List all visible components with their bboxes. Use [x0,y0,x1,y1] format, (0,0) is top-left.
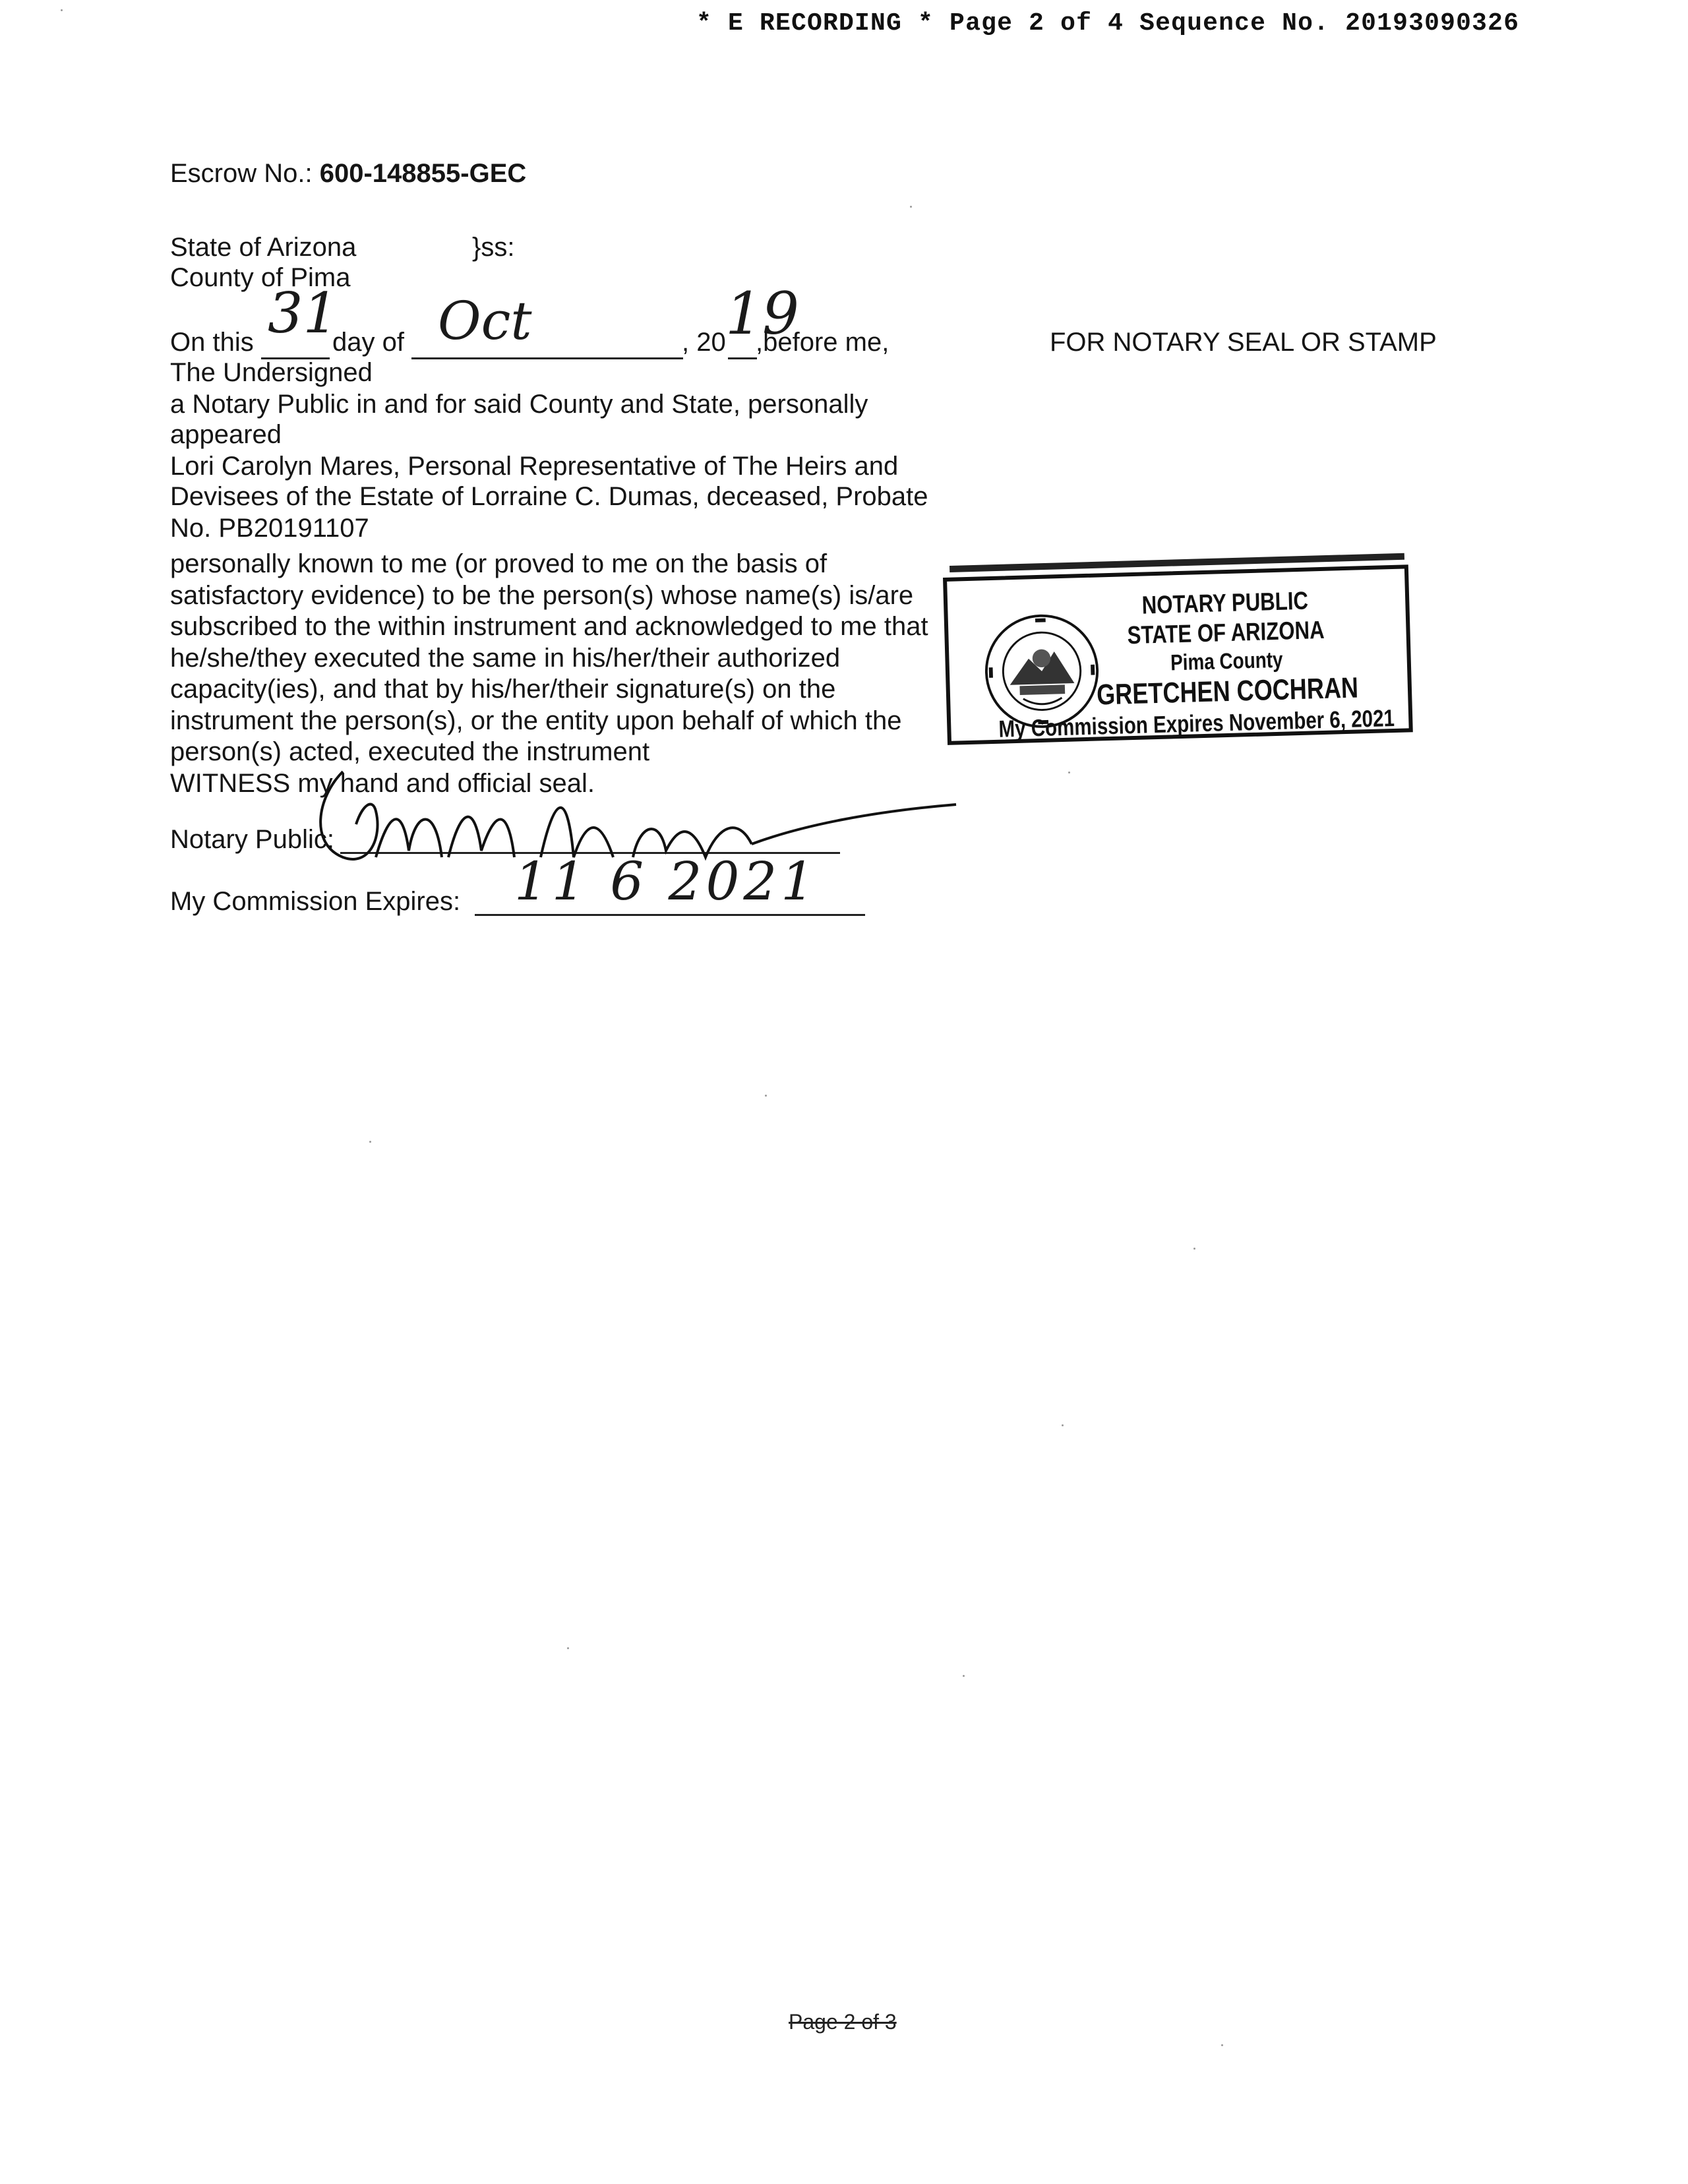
ack-line: personally known to me (or proved to me on the basis of [170,549,828,578]
ack-line: satisfactory evidence) to be the person(s) whose name(s) is/are [170,580,914,610]
scan-speck [567,1647,569,1649]
scan-speck [61,9,63,11]
body-line: The Undersigned [170,358,373,387]
scan-speck [765,1095,767,1097]
scan-speck [369,1141,371,1143]
venue-ss: }ss: [472,233,515,262]
body-line: a Notary Public in and for said County and State, personally [170,390,868,419]
commission-handwritten-date: 11 6 2021 [514,851,819,912]
date-day-of: day of [332,328,404,357]
stamp-line-title: NOTARY PUBLIC [1141,587,1309,620]
stamp-line-expiry: My Commission Expires November 6, 2021 [998,704,1395,743]
body-line: Devisees of the Estate of Lorraine C. Dumas, deceased, Probate [170,482,928,511]
stamp-line-name: GRETCHEN COCHRAN [1096,671,1359,712]
scan-speck [1062,1424,1064,1426]
ack-line: instrument the person(s), or the entity upon behalf of which the [170,706,902,735]
scan-speck [1221,2044,1223,2046]
recording-header: * E RECORDING * Page 2 of 4 Sequence No. 20193090326 [696,9,1520,38]
body-line: No. PB20191107 [170,514,369,543]
stamp-line-state: STATE OF ARIZONA [1127,616,1325,650]
scan-speck [1193,1248,1195,1250]
scan-speck [963,1675,965,1677]
venue-state: State of Arizona [170,233,357,262]
scan-speck [1068,772,1070,774]
ack-line: WITNESS my hand and official seal. [170,768,595,798]
date-on-this: On this [170,328,254,357]
escrow-line [170,158,526,189]
body-line: Lori Carolyn Mares, Personal Representative of The Heirs and [170,452,899,481]
notary-public-label: Notary Public: [170,825,334,854]
ack-line: capacity(ies), and that by his/her/their signature(s) on the [170,675,836,704]
month-handwritten: Oct [438,290,532,351]
seal-area-label: FOR NOTARY SEAL OR STAMP [1050,328,1437,357]
day-handwritten: 31 [268,281,338,346]
body-line: appeared [170,420,282,449]
escrow-number: 600-148855-GEC [319,159,527,188]
venue-county: County of Pima [170,263,351,292]
stamp-line-county: Pima County [1170,647,1284,676]
ack-line: subscribed to the within instrument and acknowledged to me that [170,612,928,641]
stamp-text [954,583,1413,744]
year-handwritten: 19 [725,280,799,348]
notary-stamp [943,564,1413,745]
date-year-prefix: , 20 [682,328,726,357]
commission-label: My Commission Expires: [170,887,461,916]
escrow-label: Escrow No.: [170,159,313,188]
date-before-me: ,before me, [756,328,889,357]
page-footer: Page 2 of 3 [789,2010,897,2034]
ack-line: person(s) acted, executed the instrument [170,737,650,766]
scan-speck [910,206,912,208]
ack-line: he/she/they executed the same in his/her/their authorized [170,643,841,673]
